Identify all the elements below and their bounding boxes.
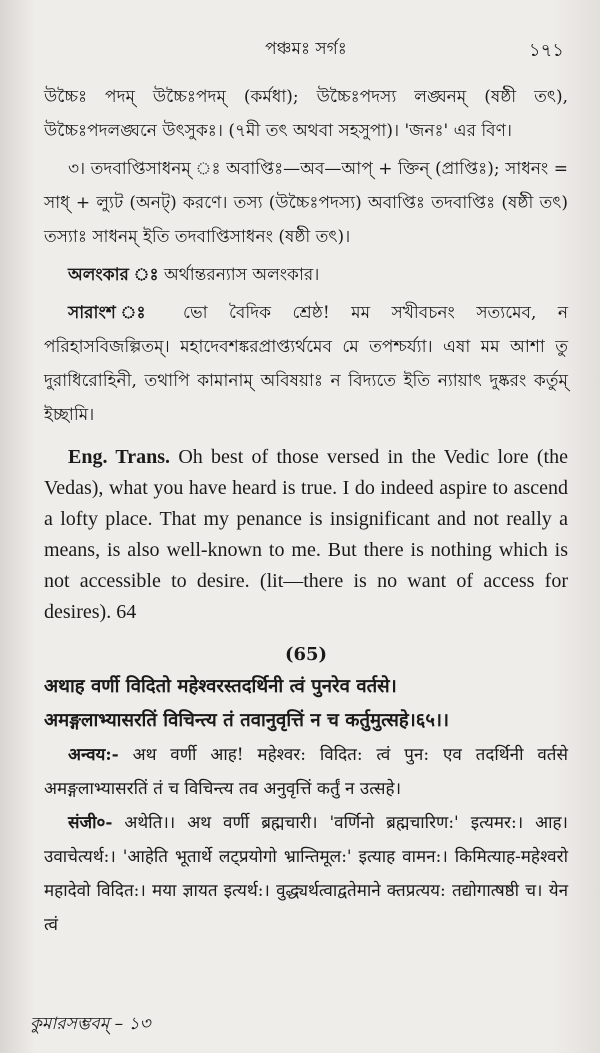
page-number: ১৭১ (528, 40, 564, 61)
summary-text: ভো বৈদিক শ্রেষ্ঠ! মম সখীবচনং সত্যমেব, ন পরিহাসবিজল্পিতম্‌। মহাদেবশঙ্করপ্রাপ্ত্যর্থমেব মে তপশ্চর্য্যা। এষা মম আশা তু দুরাধিরোহিনী, তথাপি কামানাম্‌ অবিষয়াঃ ন বিদ্যতে ইতি ন্যায়াৎ দুষ্করং কর্তুম্‌ ইচ্ছামি। (44, 303, 568, 425)
sanjivani-label: संजी०- (68, 813, 113, 833)
sanjivani-text: अथेति।। अथ वर्णी ब्रह्मचारी। 'वर्णिनो ब्रह्मचारिण:' इत्यमर:। आह। उवाचेत्यर्थ:। 'आहेति भूतार्थे लट्प्रयोगो भ्रान्तिमूल:' इत्याह वामन:। किमित्याह-महेश्वरो महादेवो विदित:। मया ज्ञायत इत्यर्थ:। वुद्ध्यर्थत्वाद्वतेमाने क्तप्रत्यय: तद्योगात्षष्ठी च। येन त्वं (44, 813, 568, 935)
page-header (44, 36, 568, 66)
anvaya-label: अन्वय:- (68, 745, 119, 765)
grammar-note-1: উচ্চৈঃ পদম্‌ উচ্চৈঃপদম্‌ (কর্মধা); উচ্চৈঃপদস্য লঙ্ঘনম্‌ (ষষ্ঠী তৎ), উচ্চৈঃপদলঙ্ঘনে উৎসুকঃ। (৭মী তৎ অথবা সহসুপা)। 'জনঃ' এর বিণ। (44, 87, 568, 141)
alankar-note (44, 258, 568, 292)
running-title: পঞ্চমঃ সর্গঃ (265, 39, 347, 59)
summary-label: সারাংশ ঃ (68, 303, 162, 323)
anvaya-note (44, 738, 568, 806)
summary-note (44, 296, 568, 432)
grammar-note-2: ৩। তদবাপ্তিসাধনম্‌ ঃ অবাপ্তিঃ—অব—আপ্‌ + ক্তিন্‌ (প্রাপ্তিঃ); সাধনং = সাধ্‌ + ল্যুট (অনট্‌) করণে। তস্য (উচ্চৈঃপদস্য) অবাপ্তিঃ তদবাপ্তিঃ (ষষ্ঠী তৎ) তস্যাঃ সাধনম্‌ ইতি তদবাপ্তিসাধনং (ষষ্ঠী তৎ)। (44, 159, 568, 247)
verse-line-2: अमङ्गलाभ्यासरतिं विचिन्त्य तं तवानुवृत्तिं न च कर्तुमुत्सहे।६५।। (44, 710, 449, 731)
anvaya-text: अथ वर्णी आह! महेश्वर: विदित: त्वं पुन: एव तदर्थिनी वर्तसे अमङ्गलाभ्यासरतिं तं च विचिन्त्य तव अनुवृत्तिं कर्तुं न उत्सहे। (44, 745, 568, 799)
english-translation (44, 442, 568, 628)
translation-text: Oh best of those versed in the Vedic lore (the Vedas), what you have heard is true. I do indeed aspire to ascend a lofty place. That my penance is insignificant and not really a means, is also well-known to me. But there is nothing which is not accessible to desire. (lit—there is no want of access for desires). 64 (44, 446, 568, 623)
page-body (44, 80, 568, 942)
translation-label: Eng. Trans. (68, 446, 171, 468)
alankar-text: অর্থান্তরন্যাস অলংকার। (158, 265, 320, 285)
alankar-label: অলংকার ঃ (68, 265, 159, 285)
sanjivani-commentary (44, 806, 568, 942)
verse-line-1: अथाह वर्णी विदितो महेश्वरस्तदर्थिनी त्वं पुनरेव वर्तसे। (44, 676, 397, 697)
page-footer: কুমারসম্ভবম্‌ – ১৩ (30, 1014, 151, 1034)
verse-number: (65) (284, 644, 328, 665)
